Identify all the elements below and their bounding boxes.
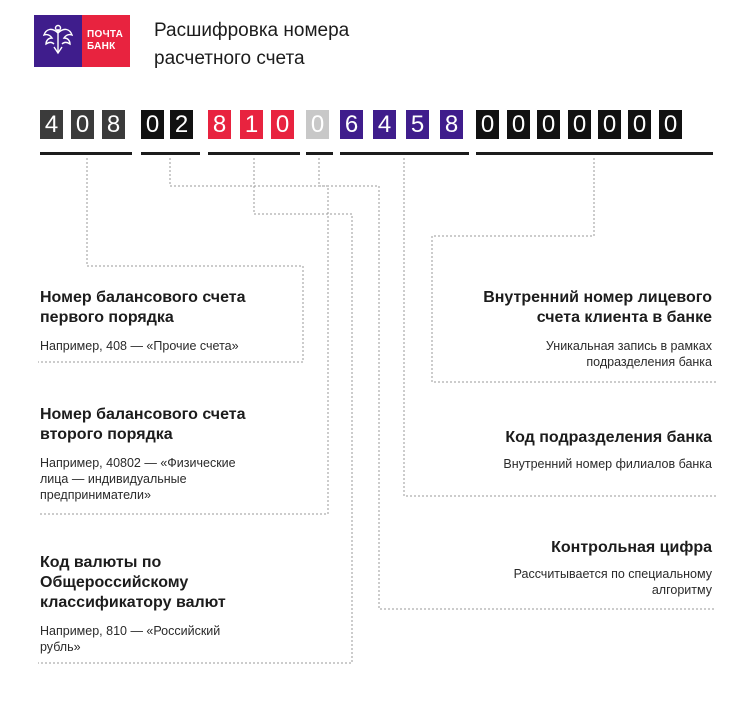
account-digit: 0 xyxy=(659,110,682,139)
account-digit: 4 xyxy=(40,110,63,139)
first-order-title xyxy=(40,288,300,328)
personal-desc-line-1: Уникальная запись в рамках xyxy=(545,339,712,353)
first-order-desc-line-1: Например, 408 — «Прочие счета» xyxy=(40,339,239,353)
account-digit: 0 xyxy=(628,110,651,139)
personal-account-title xyxy=(420,288,712,328)
check-desc-line-2: алгоритму xyxy=(651,583,712,597)
logo-line-1: ПОЧТА xyxy=(87,29,124,40)
currency-title xyxy=(40,553,340,613)
account-digit: 4 xyxy=(373,110,396,139)
account-digit: 0 xyxy=(476,110,499,139)
second-order-title-line-2: второго порядка xyxy=(40,426,173,443)
account-digit: 8 xyxy=(440,110,463,139)
branch-title-line-1: Код подразделения банка xyxy=(505,429,712,446)
account-digit: 0 xyxy=(141,110,164,139)
check-digit-block xyxy=(420,538,712,598)
account-digit: 8 xyxy=(102,110,125,139)
currency-title-line-2: Общероссийскому xyxy=(40,574,189,591)
account-digit: 0 xyxy=(598,110,621,139)
personal-account-desc xyxy=(420,338,712,370)
currency-desc xyxy=(40,623,340,655)
second-order-title-line-1: Номер балансового счета xyxy=(40,406,246,423)
account-digit: 0 xyxy=(306,110,329,139)
second-order-block xyxy=(40,405,320,503)
first-order-block xyxy=(40,288,300,354)
check-desc-line-1: Рассчитывается по специальному xyxy=(513,567,712,581)
account-digit: 0 xyxy=(507,110,530,139)
title-line-2: расчетного счета xyxy=(154,48,305,69)
branch-code-title xyxy=(420,428,712,448)
account-digit: 5 xyxy=(406,110,429,139)
branch-code-desc xyxy=(420,456,712,472)
branch-desc-line-1: Внутренний номер филиалов банка xyxy=(503,457,712,471)
title-line-1: Расшифровка номера xyxy=(154,20,350,41)
logo-line-2: БАНК xyxy=(87,41,116,52)
currency-desc-line-2: рубль» xyxy=(40,640,81,654)
account-digit: 6 xyxy=(340,110,363,139)
second-order-desc xyxy=(40,455,320,503)
first-order-title-line-1: Номер балансового счета xyxy=(40,289,246,306)
personal-desc-line-2: подразделения банка xyxy=(586,355,712,369)
branch-code-block xyxy=(420,428,712,472)
check-digit-title xyxy=(420,538,712,558)
account-digit: 2 xyxy=(170,110,193,139)
currency-title-line-3: классификатору валют xyxy=(40,594,226,611)
check-title-line-1: Контрольная цифра xyxy=(551,539,712,556)
account-digit: 0 xyxy=(71,110,94,139)
second-order-title xyxy=(40,405,320,445)
currency-desc-line-1: Например, 810 — «Российский xyxy=(40,624,221,638)
personal-title-line-1: Внутренний номер лицевого xyxy=(483,289,712,306)
first-order-desc xyxy=(40,338,300,354)
account-digit: 0 xyxy=(568,110,591,139)
second-order-desc-line-1: Например, 40802 — «Физические xyxy=(40,456,236,470)
first-order-title-line-2: первого порядка xyxy=(40,309,174,326)
second-order-desc-line-2: лица — индивидуальные xyxy=(40,472,187,486)
check-digit-desc xyxy=(420,566,712,598)
currency-block xyxy=(40,553,340,655)
personal-title-line-2: счета клиента в банке xyxy=(536,309,712,326)
personal-account-block xyxy=(420,288,712,370)
account-digit: 1 xyxy=(240,110,263,139)
account-digit: 8 xyxy=(208,110,231,139)
account-digit: 0 xyxy=(271,110,294,139)
account-digit: 0 xyxy=(537,110,560,139)
second-order-desc-line-3: предприниматели» xyxy=(40,488,151,502)
currency-title-line-1: Код валюты по xyxy=(40,554,162,571)
